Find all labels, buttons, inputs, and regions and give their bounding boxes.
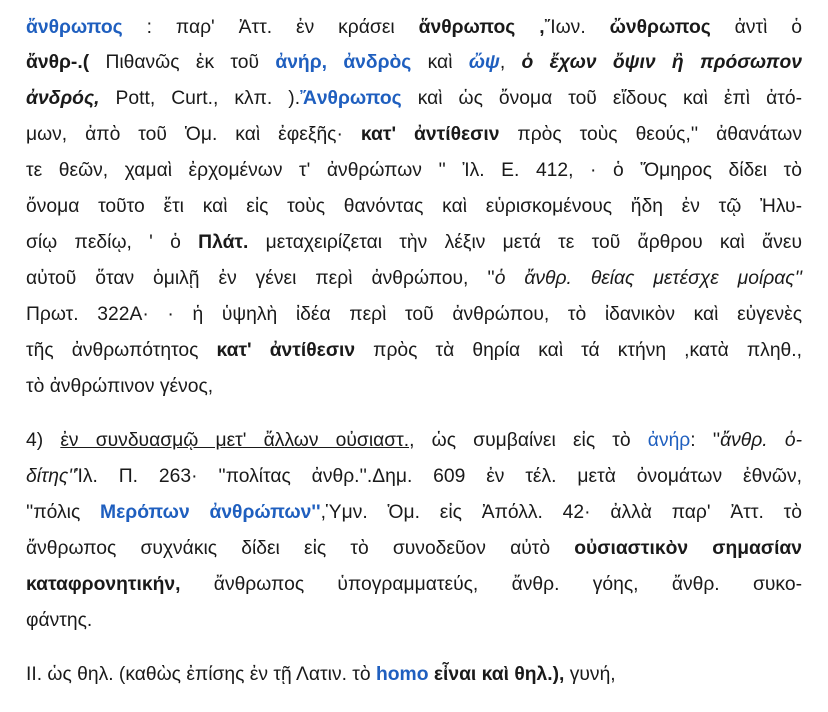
text-segment: τῆς ἀνθρωπότητος bbox=[26, 340, 217, 361]
text-segment: ἐν συνδυασμῷ μετ' ἄλλων οὐσιαστ., bbox=[60, 430, 415, 451]
text-segment: ὡς συμβαίνει εἰς τὸ bbox=[414, 430, 648, 451]
text-segment: 4) bbox=[26, 430, 61, 451]
text-line bbox=[26, 462, 802, 492]
text-segment: πρὸς τὰ θηρία καὶ τά κτήνη ,κατὰ πληθ., bbox=[355, 340, 802, 361]
text-segment: ἀντὶ ὁ bbox=[710, 17, 803, 38]
text-segment: ὤψ bbox=[468, 52, 500, 73]
text-segment: καὶ bbox=[411, 52, 469, 73]
text-segment: οὐσιαστικὸν σημασίαν bbox=[574, 538, 802, 559]
text-segment: τὸ ἀνθρώπινον γένος, bbox=[26, 376, 214, 397]
text-segment: Ἰλ. Π. 263· ''πολίτας ἀνθρ.''.Δημ. 609 ἐν τέλ. μετὰ ὀνομάτων ἐθνῶν, bbox=[75, 466, 802, 487]
text-segment: τε θεῶν, χαμαὶ ἐρχομένων τ' ἀνθρώπων '' Ἰλ. Ε. 412, · ὁ Ὅμηρος δίδει τὸ bbox=[26, 160, 802, 181]
text-segment: Πρωτ. 322A· · ἡ ὑψηλὴ ἰδέα περὶ τοῦ ἀνθρώπου, τὸ ἰδανικὸν καὶ εὐγενὲς bbox=[26, 304, 802, 325]
text-segment: μεταχειρίζεται τὴν λέξιν μετά τε τοῦ ἄρθρου καὶ ἄνευ bbox=[248, 232, 802, 253]
text-line bbox=[26, 336, 802, 366]
text-segment: Ἄνθρωπος bbox=[300, 88, 402, 109]
text-segment: πρὸς τοὺς θεούς,'' ἀθανάτων bbox=[499, 124, 803, 145]
text-line bbox=[26, 156, 802, 186]
text-line bbox=[26, 192, 802, 222]
text-segment: ὤνθρωπος bbox=[609, 17, 711, 38]
text-line bbox=[26, 48, 802, 78]
text-segment: ἀνήρ, ἀνδρὸς bbox=[275, 52, 412, 73]
text-segment: ἄνθρ. ὁ- bbox=[720, 430, 802, 451]
text-segment: ὁ ἔχων ὄψιν ἢ πρόσωπον bbox=[521, 52, 802, 73]
text-segment: ΙΙ. ὡς θηλ. (καθὼς ἐπίσης ἐν τῇ Λατιν. τὸ bbox=[26, 664, 376, 685]
text-line bbox=[26, 120, 802, 150]
text-line bbox=[26, 498, 802, 528]
text-segment: σίῳ πεδίῳ, ' ὁ bbox=[26, 232, 199, 253]
text-segment: homo bbox=[376, 664, 429, 685]
text-segment: δίτης'' bbox=[26, 466, 76, 487]
text-line bbox=[26, 660, 802, 690]
text-line bbox=[26, 372, 802, 402]
text-segment: : παρ' Ἀττ. ἐν κράσει bbox=[122, 17, 419, 38]
text-segment: Ἴων. bbox=[544, 17, 610, 38]
text-segment: Pott, Curt., κλπ. ). bbox=[99, 88, 301, 109]
text-segment: κατ' ἀντίθεσιν bbox=[216, 340, 356, 361]
text-segment: γυνή, bbox=[564, 664, 616, 685]
text-line bbox=[26, 264, 802, 294]
text-segment: ἄνθρωπος συχνάκις δίδει εἰς τὸ συνοδεῦον αὐτὸ bbox=[26, 538, 575, 559]
text-line bbox=[26, 570, 802, 600]
text-line bbox=[26, 228, 802, 258]
text-segment: ἀνήρ bbox=[647, 430, 691, 451]
text-segment: φάντης. bbox=[26, 610, 93, 631]
text-line bbox=[26, 300, 802, 330]
text-segment: ἄνθρωπος ὑπογραμματεύς, ἄνθρ. γόης, ἄνθρ. συκο- bbox=[180, 574, 802, 595]
text-segment: , bbox=[499, 52, 522, 73]
text-segment: αὐτοῦ ὅταν ὁμιλῇ ἐν γένει περὶ ἀνθρώπου, '' bbox=[26, 268, 495, 289]
text-line bbox=[26, 534, 802, 564]
text-segment: ὁ ἄνθρ. θείας μετέσχε μοίρας'' bbox=[494, 268, 803, 289]
text-segment: Μερόπων ἀνθρώπων'' bbox=[100, 502, 321, 523]
text-segment: εἶναι καὶ θηλ.), bbox=[428, 664, 565, 685]
text-segment: , bbox=[515, 17, 545, 38]
text-segment: καταφρονητικήν, bbox=[26, 574, 181, 595]
text-segment: ,Ὑμν. Ὁμ. εἰς Ἀπόλλ. 42· ἀλλὰ παρ' Ἀττ. τὸ bbox=[320, 502, 802, 523]
text-segment: ὄνομα τοῦτο ἔτι καὶ εἰς τοὺς θανόντας καὶ εὑρισκομένους ἤδη ἐν τῷ Ἠλυ- bbox=[26, 196, 802, 217]
text-line bbox=[26, 84, 802, 114]
text-line bbox=[26, 606, 802, 636]
text-segment: ἀνδρός, bbox=[26, 88, 100, 109]
text-line bbox=[26, 426, 802, 456]
text-segment: κατ' ἀντίθεσιν bbox=[360, 124, 500, 145]
text-segment: καὶ ὡς ὄνομα τοῦ εἴδους καὶ ἐπὶ ἀτό- bbox=[401, 88, 802, 109]
text-line bbox=[26, 13, 802, 43]
text-segment: : '' bbox=[690, 430, 721, 451]
text-segment: ἄνθρωπος bbox=[26, 17, 123, 38]
text-segment: Πλάτ. bbox=[198, 232, 249, 253]
text-segment: ἅνθρωπος bbox=[418, 17, 516, 38]
text-segment: ἄνθρ-.( bbox=[26, 52, 90, 73]
text-segment: Πιθανῶς ἐκ τοῦ bbox=[89, 52, 276, 73]
text-segment: μων, ἀπὸ τοῦ Ὁμ. καὶ ἐφεξῆς· bbox=[26, 124, 361, 145]
text-segment: ''πόλις bbox=[26, 502, 101, 523]
